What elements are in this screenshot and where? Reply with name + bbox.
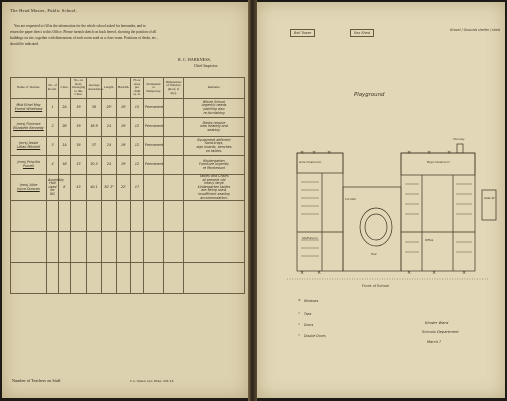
legend-symbol: × — [298, 298, 301, 302]
blank-cell — [71, 263, 87, 294]
table-cell: Permanent — [144, 118, 164, 137]
window-mark: × — [447, 150, 452, 156]
legend-symbol: ∙ — [298, 333, 301, 337]
table-cell: Permanent — [144, 156, 164, 175]
table-cell: 37 — [87, 137, 102, 156]
table-cell — [11, 118, 47, 137]
table-row — [11, 137, 245, 156]
table-cell — [164, 118, 184, 137]
blank-row — [11, 263, 245, 294]
table-cell: Assembly Hall used for KG — [47, 175, 59, 201]
blank-cell — [87, 232, 102, 263]
blank-cell — [102, 263, 117, 294]
blank-cell — [131, 232, 144, 263]
table-cell: 19' — [117, 156, 131, 175]
col-header: Class. — [59, 78, 71, 99]
table-cell: 2A — [59, 99, 71, 118]
window-mark: × — [407, 270, 412, 276]
table-cell: 1 — [47, 99, 59, 118]
top-note: Gravel / Grounds shelter / shed — [450, 28, 500, 32]
table-cell: 30.5 — [87, 156, 102, 175]
footer-label: Number of Teachers on Staff. — [12, 378, 62, 383]
window-mark: × — [407, 150, 412, 156]
teacher-surname: Ernest Whelhard — [14, 107, 43, 111]
remark-line: on tables. — [205, 148, 223, 153]
legend-item: Double Doors — [304, 334, 326, 338]
book-gutter — [248, 0, 257, 401]
blank-cell — [164, 201, 184, 232]
table-cell: 3 — [47, 137, 59, 156]
table-cell — [11, 156, 47, 175]
blank-row — [11, 201, 245, 232]
remark-line: painting also — [203, 107, 225, 111]
front-label: Front of School — [362, 284, 390, 288]
table-cell: 29' — [102, 99, 117, 118]
teacher-first-name: (mrs) Alice — [19, 182, 38, 187]
sign-line: Kinder Ward — [425, 320, 449, 325]
page-header: The Head Master, Public School, — [10, 8, 77, 13]
table-cell: 36 — [87, 99, 102, 118]
col-header: Breadth. — [117, 78, 131, 99]
col-header: Dimensions of Window (Roof, if any). — [164, 78, 184, 99]
table-cell: 30' 2" — [102, 175, 117, 201]
table-row — [11, 99, 245, 118]
blank-cell — [71, 201, 87, 232]
remark-line: seating. — [207, 127, 221, 132]
blank-cell — [102, 232, 117, 263]
teacher-surname: Lillian Mitchell — [16, 145, 41, 149]
table-row — [11, 118, 245, 137]
table-cell: 24 — [102, 118, 117, 137]
remark-line: insufficient seating — [198, 191, 230, 196]
teacher-table — [10, 77, 245, 294]
table-cell: 19' — [117, 99, 131, 118]
blank-cell — [59, 201, 71, 232]
blank-row — [11, 232, 245, 263]
blank-cell — [59, 263, 71, 294]
table-cell — [144, 175, 164, 201]
remark-line: sign boards, benches — [196, 145, 232, 149]
col-header: Length. — [102, 78, 117, 99]
table-cell: 1A — [59, 137, 71, 156]
blank-cell — [11, 201, 47, 232]
remark-line: re Montessori — [202, 165, 226, 170]
teacher-surname: Elizabeth Kennedy — [13, 126, 44, 130]
table-cell: Permanent — [144, 99, 164, 118]
questionnaire-page — [2, 2, 248, 398]
teacher-first-name: (mrs) Florence — [16, 122, 41, 127]
site-sketch-page — [257, 2, 505, 398]
remark-line: Sand-trays, — [204, 141, 224, 146]
blank-cell — [102, 201, 117, 232]
window-mark: × — [300, 270, 305, 276]
teacher-first-name: Mist Ethel May — [16, 103, 41, 108]
blank-cell — [117, 232, 131, 263]
remark-line: Equipment deficient — [197, 137, 231, 142]
room-label: Corridor — [345, 197, 357, 201]
table-cell: Permanent — [144, 137, 164, 156]
table-cell: 33 — [71, 156, 87, 175]
remark-line: Desks require — [202, 120, 226, 125]
blank-cell — [131, 263, 144, 294]
side-street-label: Side St — [484, 196, 495, 200]
shed-box: Sex Shed — [350, 29, 374, 37]
col-header: Permanent or Temporary. — [144, 78, 164, 99]
table-cell: K — [59, 175, 71, 201]
teacher-surname: Purcell — [22, 164, 35, 168]
instruction-line: should be indicated. — [10, 42, 39, 46]
legend-symbol: ∙ — [298, 322, 301, 326]
blank-cell — [47, 263, 59, 294]
blank-cell — [117, 263, 131, 294]
instruction-line: return the paper direct to this Office. Please furnish sketch on back hereof, showing the position of all — [10, 30, 157, 34]
table-row — [11, 156, 245, 175]
table-cell — [11, 99, 47, 118]
table-cell: 24 — [102, 137, 117, 156]
table-cell — [11, 137, 47, 156]
table-cell — [11, 175, 47, 201]
col-header: No. on Roll, belonging to this Class. — [71, 78, 87, 99]
window-mark: × — [300, 150, 305, 156]
bell-tower-box: Bell Tower — [290, 29, 315, 37]
teacher-surname: Joyce Duncan — [17, 186, 40, 191]
teacher-first-name: (mrs) Jessie — [18, 141, 39, 146]
table-cell: 4 — [47, 156, 59, 175]
table-cell — [164, 156, 184, 175]
blank-cell — [71, 232, 87, 263]
remark-line: Furniture urgently — [199, 162, 229, 167]
table-cell — [184, 175, 245, 201]
window-mark: × — [427, 150, 432, 156]
remark-line: new heating and — [200, 124, 228, 129]
room-label: Boys Cloakroom — [427, 160, 450, 164]
table-cell: 38 — [71, 137, 87, 156]
window-mark: × — [312, 150, 317, 156]
table-cell: 39 — [71, 118, 87, 137]
blank-cell — [59, 232, 71, 263]
signature-title: Chief Inspector. — [194, 64, 219, 68]
window-mark: × — [317, 270, 322, 276]
table-cell: 40.1 — [87, 175, 102, 201]
remark-line: Kindergarten — [203, 158, 225, 163]
blank-cell — [144, 232, 164, 263]
instruction-line: You are requested to fill in the information for the whole school asked for hereunder, and to — [14, 24, 146, 28]
table-cell — [164, 175, 184, 201]
remark-line: re-furnishing — [203, 110, 225, 115]
table-cell: 12 — [131, 156, 144, 175]
room-label: Hall — [371, 252, 377, 256]
sign-line: March ? — [427, 340, 442, 344]
blank-cell — [47, 232, 59, 263]
table-cell: 19' — [117, 118, 131, 137]
remark-line: at present old — [202, 177, 226, 182]
blank-cell — [47, 201, 59, 232]
remark-line: kindergarten tables — [197, 184, 231, 189]
table-row — [11, 175, 245, 201]
table-cell: 15 — [131, 99, 144, 118]
room-label: Office — [425, 238, 434, 242]
col-header: Floor Area per child sq. ft. — [131, 78, 144, 99]
window-mark: × — [327, 150, 332, 156]
blank-cell — [131, 201, 144, 232]
blank-cell — [184, 232, 245, 263]
table-cell: 2 — [47, 118, 59, 137]
table-cell — [184, 156, 245, 175]
table-cell: 1B — [59, 156, 71, 175]
window-mark: × — [462, 270, 467, 276]
playground-label: Playground — [354, 92, 385, 98]
printer-line: E. G. Tomson, Govt. Printer, 1939. 6.8. — [130, 380, 174, 383]
teacher-first-name: (mrs) Priscilla — [17, 160, 40, 165]
table-cell — [184, 99, 245, 118]
table-cell: 39 — [71, 99, 87, 118]
col-header: Name of Teacher. — [11, 78, 47, 99]
table-cell: 43 — [71, 175, 87, 201]
sign-line: Schools Department — [422, 330, 459, 334]
table-cell: 2B — [59, 118, 71, 137]
blank-cell — [144, 263, 164, 294]
table-cell: 17 — [131, 175, 144, 201]
blank-cell — [164, 232, 184, 263]
blank-cell — [87, 201, 102, 232]
blank-cell — [184, 201, 245, 232]
table-cell — [184, 118, 245, 137]
table-cell: 19' — [117, 137, 131, 156]
remark-line: heavy large — [204, 181, 224, 186]
col-header: No. of Room. — [47, 78, 59, 99]
col-header: Remarks. — [184, 78, 245, 99]
table-cell — [164, 137, 184, 156]
room-label: Chimney — [453, 138, 465, 141]
remark-line: accommodation. — [200, 195, 228, 200]
legend-symbol: ∙ — [298, 311, 301, 315]
remark-line: Whole School — [202, 99, 226, 104]
remark-line: are being used, — [201, 188, 227, 193]
col-header: Average Attendance. — [87, 78, 102, 99]
blank-cell — [87, 263, 102, 294]
room-label: Girls Cloakroom — [299, 160, 322, 164]
legend-item: Taps — [304, 312, 312, 316]
blank-cell — [184, 263, 245, 294]
blank-cell — [164, 263, 184, 294]
table-cell: 36.9 — [87, 118, 102, 137]
signature-name: R. C. HARKNESS, — [178, 57, 211, 62]
table-cell — [164, 99, 184, 118]
table-cell: 12 — [131, 118, 144, 137]
blank-cell — [144, 201, 164, 232]
table-cell: 22' — [117, 175, 131, 201]
room-label: Staff Room — [302, 236, 318, 240]
remark-line: urgently needs — [201, 103, 227, 108]
remark-line: Tables and Chairs — [199, 174, 229, 178]
window-mark: × — [432, 270, 437, 276]
table-cell — [184, 137, 245, 156]
floor-plan-sketch — [257, 2, 505, 398]
blank-cell — [11, 263, 47, 294]
table-cell: 24 — [102, 156, 117, 175]
instruction-line: buildings on site, together with dimensions of each room used as a class-room. Positions of desks, etc., — [10, 36, 158, 40]
blank-cell — [117, 201, 131, 232]
legend-item: Doors — [304, 323, 314, 327]
legend-item: Windows — [304, 299, 319, 303]
table-cell: 12 — [131, 137, 144, 156]
blank-cell — [11, 232, 47, 263]
